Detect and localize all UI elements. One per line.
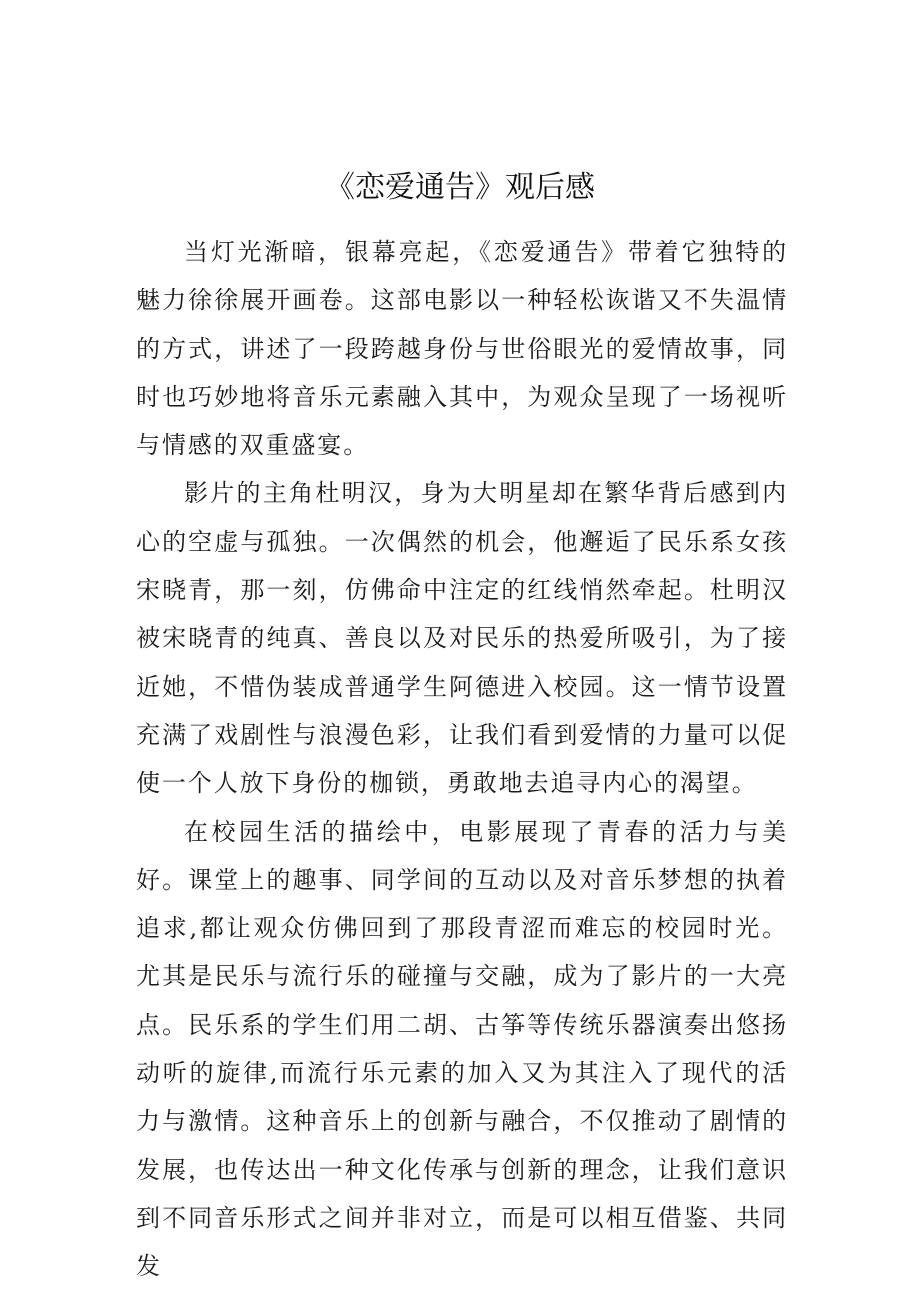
document-title: 《恋爱通告》观后感 [325,170,595,205]
document-body [136,228,788,1291]
paragraph: 当灯光渐暗，银幕亮起，《恋爱通告》带着它独特的魅力徐徐展开画卷。这部电影以一种轻松诙谐又不失温情的方式，讲述了一段跨越身份与世俗眼光的爱情故事，同时也巧妙地将音乐元素融入其中，为观众呈现了一场视听与情感的双重盛宴。 [136,238,788,460]
paragraph: 影片的主角杜明汉，身为大明星却在繁华背后感到内心的空虚与孤独。一次偶然的机会，他邂逅了民乐系女孩宋晓青，那一刻，仿佛命中注定的红线悄然牵起。杜明汉被宋晓青的纯真、善良以及对民乐的热爱所吸引，为了接近她，不惜伪装成普通学生阿德进入校园。这一情节设置充满了戏剧性与浪漫色彩，让我们看到爱情的力量可以促使一个人放下身份的枷锁，勇敢地去追寻内心的渴望。 [136,479,788,798]
paragraph: 在校园生活的描绘中，电影展现了青春的活力与美好。课堂上的趣事、同学间的互动以及对音乐梦想的执着追求,都让观众仿佛回到了那段青涩而难忘的校园时光。尤其是民乐与流行乐的碰撞与交融，成为了影片的一大亮点。民乐系的学生们用二胡、古筝等传统乐器演奏出悠扬动听的旋律,而流行乐元素的加入又为其注入了现代的活力与激情。这种音乐上的创新与融合，不仅推动了剧情的发展，也传达出一种文化传承与创新的理念，让我们意识到不同音乐形式之间并非对立，而是可以相互借鉴、共同发 [136,817,788,1281]
